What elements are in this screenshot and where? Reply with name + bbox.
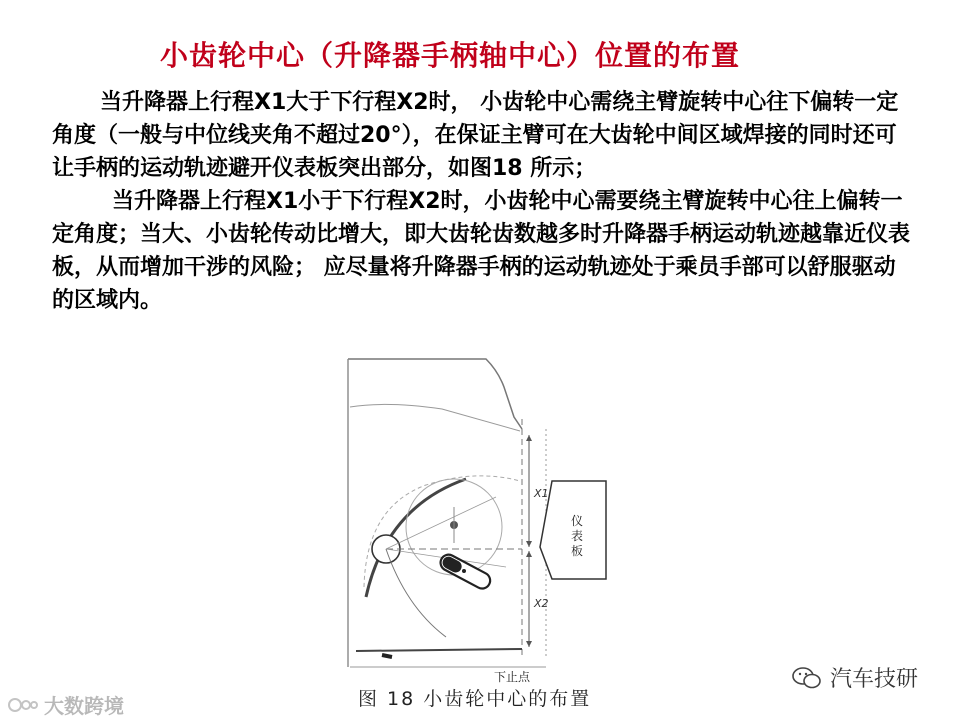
watermark-right (792, 662, 918, 693)
body-text (52, 86, 912, 317)
panel-label-2: 表 (571, 529, 584, 543)
bottom-dead-center-label: 下止点 (494, 670, 531, 684)
figure-caption: 图 18 小齿轮中心的布置 (358, 688, 592, 710)
x1-label: X1 (534, 487, 549, 500)
panel-label-1: 仪 (571, 514, 584, 528)
page-title: 小齿轮中心（升降器手柄轴中心）位置的布置 (159, 39, 740, 72)
watermark-left (8, 690, 124, 719)
wechat-icon (792, 666, 822, 690)
watermark-left-text: 大数跨境 (44, 694, 124, 718)
figure-18 (346, 357, 608, 687)
gear-layout-diagram (346, 357, 608, 687)
paragraph-1: 当升降器上行程X1大于下行程X2时， 小齿轮中心需绕主臂旋转中心往下偏转一定角度（一般与中位线夹角不超过20°），在保证主臂可在大齿轮中间区域焊接的同时还可让手柄的运动轨迹避开仪表板突出部分，如图18 所示； (52, 90, 899, 181)
ico-logo-icon (8, 696, 38, 714)
panel-label-3: 板 (571, 544, 584, 558)
x2-label: X2 (534, 597, 549, 610)
watermark-right-text: 汽车技研 (830, 667, 919, 692)
paragraph-2: 当升降器上行程X1小于下行程X2时，小齿轮中心需要绕主臂旋转中心往上偏转一定角度；当大、小齿轮传动比增大，即大齿轮齿数越多时升降器手柄运动轨迹越靠近仪表板，从而增加干涉的风险； 应尽量将升降器手柄的运动轨迹处于乘员手部可以舒服驱动的区域内。 (52, 189, 911, 313)
